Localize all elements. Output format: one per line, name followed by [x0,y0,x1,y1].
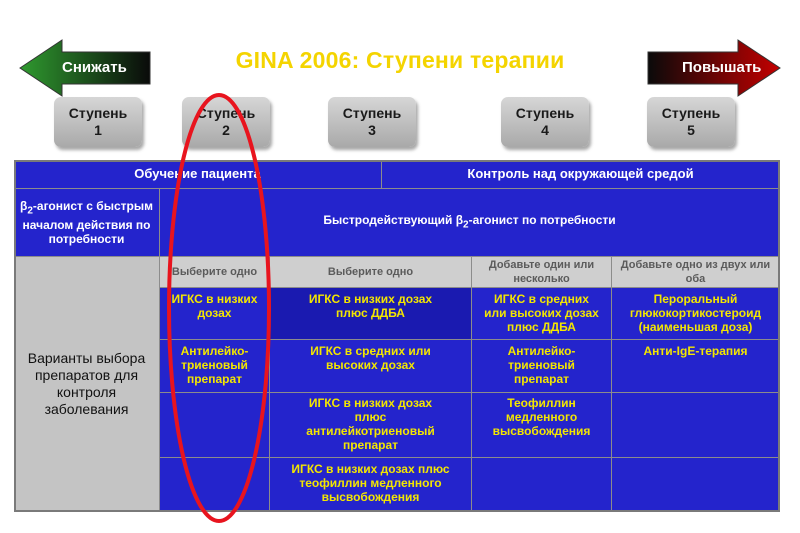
step-4-box [501,97,589,147]
step-4-label: Ступень [515,105,575,121]
step3-option-4: ИГКС в низких дозах плюс теофиллин медленного высвобождения [270,458,472,512]
increase-arrow [646,38,782,98]
step4-option-2: Антилейко-триеновый препарат [472,340,612,393]
controller-options-label: Варианты выбора препаратов для контроля заболевания [14,257,160,512]
choose-step5: Добавьте одно из двух или оба [612,257,780,288]
step5-option-2: Анти-IgE-терапия [612,340,780,393]
step3-option-2: ИГКС в средних или высоких дозах [270,340,472,393]
reliever-steps2-5: Быстродействующий $\beta_2$-агонист по потребности [160,189,780,257]
step3-option-1: ИГКС в низких дозах плюс ДДБА [270,288,472,340]
header-patient-education: Обучение пациента [14,160,382,189]
step2-empty-2 [160,458,270,512]
decrease-label: Снижать [62,59,127,76]
step2-empty-1 [160,393,270,458]
header-environment-control: Контроль над окружающей средой [382,160,780,189]
step-1-box [54,97,142,147]
step4-option-3: Теофиллин медленного высвобождения [472,393,612,458]
step-2-box [182,97,270,147]
step-1-number: 1 [94,122,102,138]
step-5-number: 5 [687,122,695,138]
step4-option-1: ИГКС в средних или высоких дозах плюс ДДБА [472,288,612,340]
choose-step4: Добавьте один или несколько [472,257,612,288]
step4-empty [472,458,612,512]
increase-label: Повышать [682,59,762,76]
step-3-number: 3 [368,122,376,138]
decrease-arrow [18,38,152,98]
choose-step2: Выберите одно [160,257,270,288]
step2-option-1: ИГКС в низких дозах [160,288,270,340]
step-5-box [647,97,735,147]
step5-empty-2 [612,458,780,512]
step-2-label: Ступень [196,105,256,121]
step-3-box [328,97,416,147]
reliever-step1-label: $\beta_2$-агонист с быстрым началом действия по потребности [14,189,160,257]
page-title: GINA 2006: Ступени терапии [235,47,565,73]
step-3-label: Ступень [342,105,402,121]
choose-step3: Выберите одно [270,257,472,288]
step5-empty-1 [612,393,780,458]
step5-option-1: Пероральный глюкокортикостероид (наименьшая доза) [612,288,780,340]
step-5-label: Ступень [661,105,721,121]
step-4-number: 4 [541,122,549,138]
step3-option-3: ИГКС в низких дозах плюс антилейкотриеновый препарат [270,393,472,458]
step2-option-2: Антилейко-триеновый препарат [160,340,270,393]
step-1-label: Ступень [68,105,128,121]
step-2-number: 2 [222,122,230,138]
